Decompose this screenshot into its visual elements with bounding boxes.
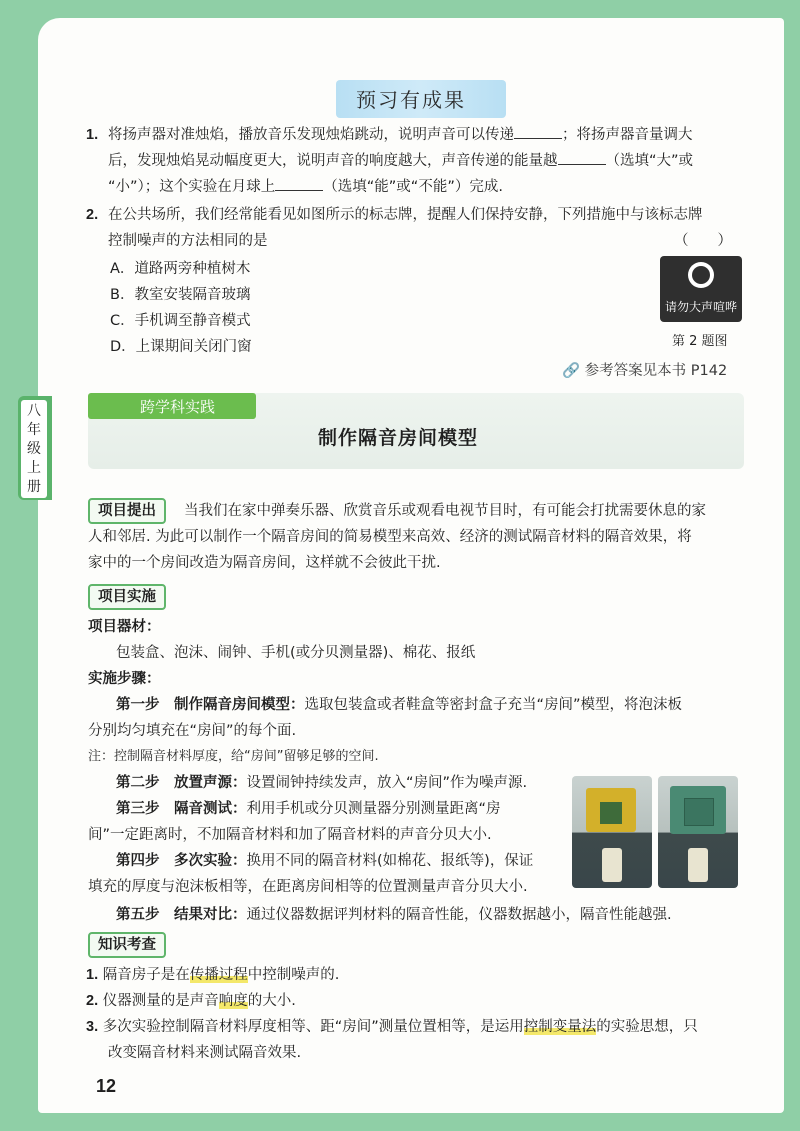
- project-intro-tag: 项目提出: [88, 498, 166, 524]
- knowledge-item-1: 1. 隔音房子是在传播过程中控制噪声的.: [86, 967, 340, 983]
- decibel-meter-icon: [688, 848, 708, 882]
- page-number: 12: [96, 1076, 117, 1096]
- quiet-sign-image: [660, 256, 742, 322]
- project-impl-tag: 项目实施: [88, 584, 166, 610]
- equip-list: 包装盒、泡沫、闹钟、手机(或分贝测量器)、棉花、报纸: [116, 645, 476, 661]
- step1: 第一步 制作隔音房间模型：选取包装盒或者鞋盒等密封盒子充当“房间”模型，将泡沫板: [116, 697, 683, 713]
- intro-line1: 当我们在家中弹奏乐器、欣赏音乐或观看电视节目时，有可能会打扰需要休息的家: [184, 503, 706, 519]
- q2-line2: 控制噪声的方法相同的是: [108, 233, 268, 249]
- step1-cont: 分别均匀填充在“房间”的每个面.: [88, 723, 297, 739]
- equip-label: 项目器材：: [88, 619, 161, 635]
- q2-answer-paren[interactable]: （ ）: [674, 233, 732, 249]
- step4-cont: 填充的厚度与泡沫板相等，在距离房间相等的位置测量声音分贝大小.: [88, 879, 528, 895]
- q1-blank-2[interactable]: [558, 150, 606, 165]
- practice-title: 制作隔音房间模型: [318, 427, 479, 449]
- link-icon: 🔗: [562, 363, 581, 379]
- page: [38, 18, 784, 1113]
- knowledge-item-3-cont: 改变隔音材料来测试隔音效果.: [108, 1045, 302, 1061]
- step2: 第二步 放置声源：设置闹钟持续发声，放入“房间”作为噪声源.: [116, 775, 528, 791]
- q2-option-d[interactable]: D．上课期间关闭门窗: [110, 339, 252, 355]
- q1-blank-1[interactable]: [514, 124, 562, 139]
- no-noise-icon: [688, 262, 714, 288]
- step-note: 注：控制隔音材料厚度，给“房间”留够足够的空间.: [88, 749, 379, 764]
- q2-option-c[interactable]: C．手机调至静音模式: [110, 313, 251, 329]
- photo-with-insulation: [658, 776, 738, 888]
- sign-text: 请勿大声喧哗: [664, 300, 737, 314]
- steps-label: 实施步骤：: [88, 671, 161, 687]
- figure-caption: 第 2 题图: [672, 334, 728, 349]
- q1-number: 1.: [86, 127, 99, 143]
- q2-option-b[interactable]: B．教室安装隔音玻璃: [110, 287, 251, 303]
- knowledge-item-2: 2. 仪器测量的是声音响度的大小.: [86, 993, 296, 1009]
- knowledge-tag: 知识考查: [88, 932, 166, 958]
- practice-tag-label: 跨学科实践: [140, 398, 216, 416]
- step3: 第三步 隔音测试：利用手机或分贝测量器分别测量距离“房: [116, 801, 501, 817]
- q1-line2: 后，发现烛焰晃动幅度更大，说明声音的响度越大，声音传递的能量越 （选填“大”或: [108, 148, 693, 174]
- step5: 第五步 结果对比：通过仪器数据评判材料的隔音性能，仪器数据越小，隔音性能越强.: [116, 907, 672, 923]
- q2-line1: 在公共场所，我们经常能看见如图所示的标志牌，提醒人们保持安静，下列措施中与该标志牌: [108, 207, 703, 223]
- q2-number: 2.: [86, 207, 99, 223]
- grade-side-tab-label: 八年级上册: [21, 400, 47, 498]
- step3-cont: 间”一定距离时，不加隔音材料和加了隔音材料的声音分贝大小.: [88, 827, 492, 843]
- intro-line3: 家中的一个房间改造为隔音房间，这样就不会彼此干扰.: [88, 555, 441, 571]
- knowledge-item-3: 3. 多次实验控制隔音材料厚度相等、距“房间”测量位置相等，是运用控制变量法的实验思想，只: [86, 1019, 698, 1035]
- grade-side-tab: [18, 396, 52, 500]
- q1-line3: “小”）；这个实验在月球上 （选填“能”或“不能”）完成.: [108, 174, 503, 200]
- q1-line1: 将扬声器对准烛焰，播放音乐发现烛焰跳动，说明声音可以传递 ；将扬声器音量调大: [108, 122, 693, 148]
- q2-option-a[interactable]: A．道路两旁种植树木: [110, 261, 251, 277]
- answer-reference[interactable]: 🔗 参考答案见本书 P142: [562, 363, 728, 379]
- section-banner-title: 预习有成果: [356, 88, 466, 112]
- decibel-meter-icon: [602, 848, 622, 882]
- q1-blank-3[interactable]: [275, 176, 323, 191]
- intro-line2: 人和邻居. 为此可以制作一个隔音房间的简易模型来高效、经济的测试隔音材料的隔音效果，将: [88, 529, 692, 545]
- photo-without-insulation: [572, 776, 652, 888]
- step4: 第四步 多次实验：换用不同的隔音材料(如棉花、报纸等)，保证: [116, 853, 534, 869]
